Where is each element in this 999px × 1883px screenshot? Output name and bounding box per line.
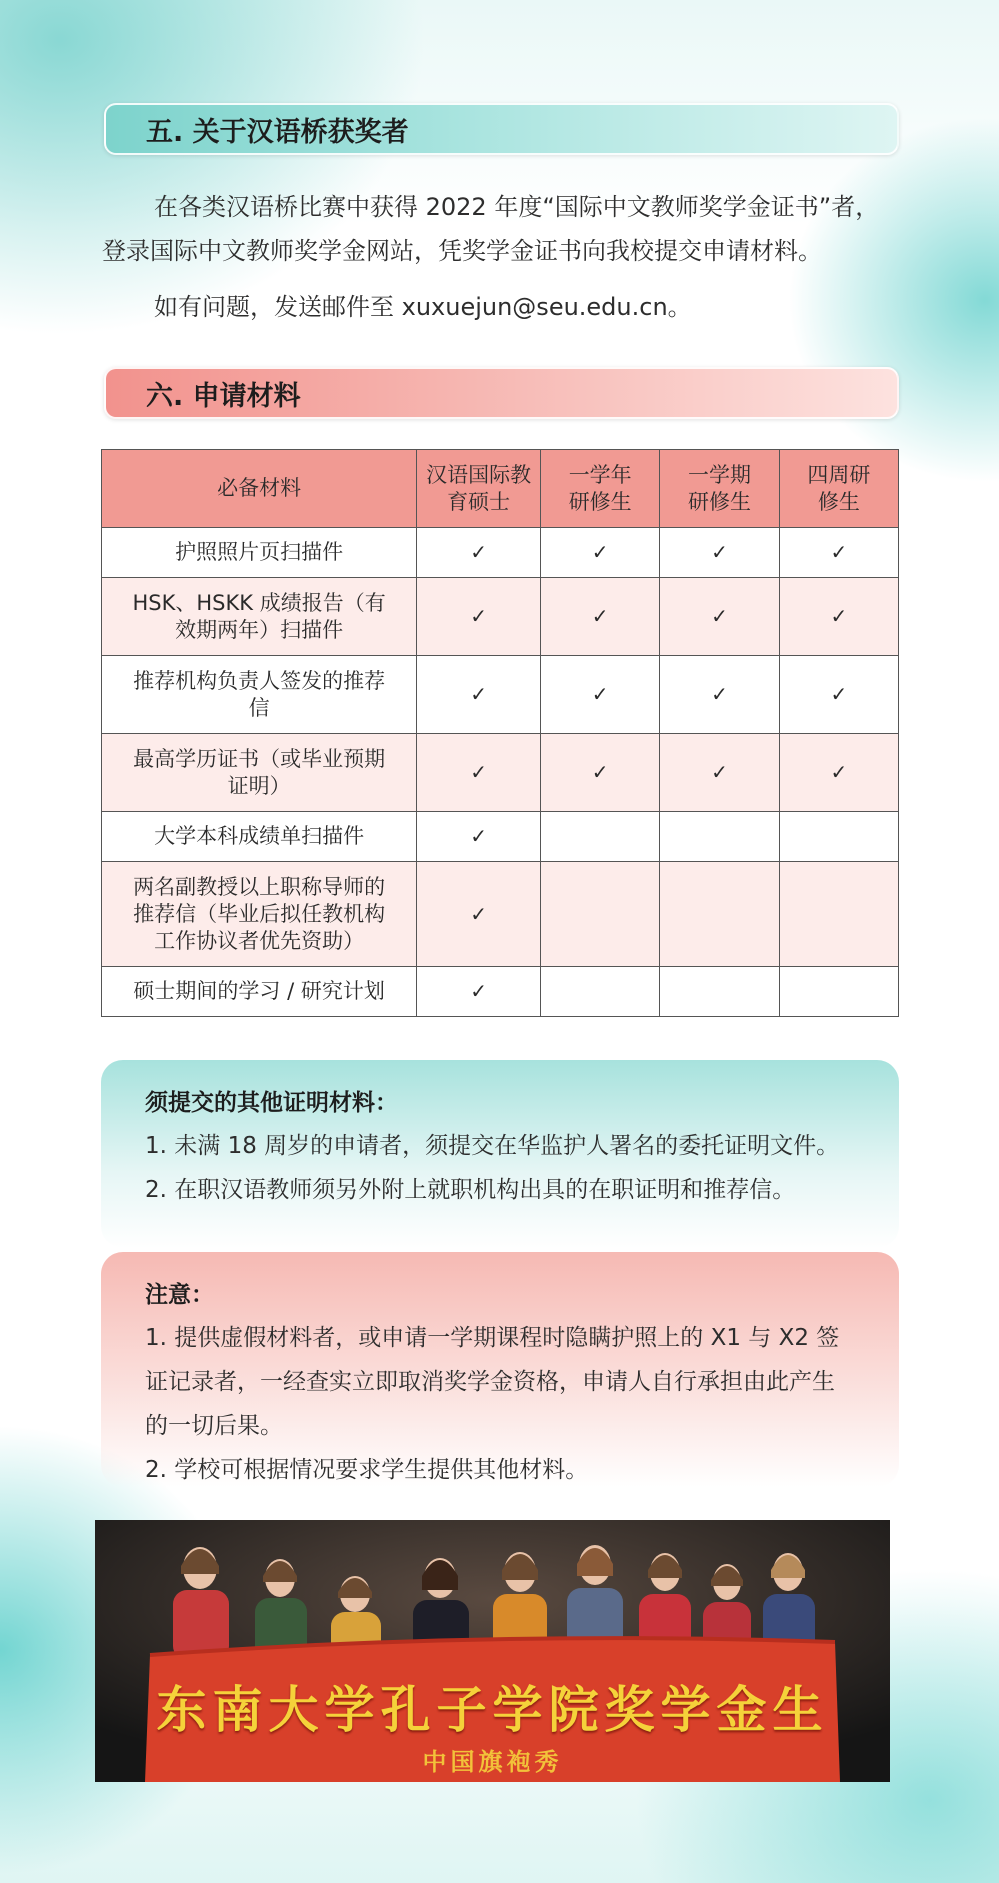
check-icon: ✓ xyxy=(470,540,487,564)
check-icon: ✓ xyxy=(470,824,487,848)
notice-item-2: 2. 学校可根据情况要求学生提供其他材料。 xyxy=(145,1457,589,1483)
other-materials-box xyxy=(101,1060,899,1248)
check-cell xyxy=(660,528,779,578)
check-cell xyxy=(660,812,779,862)
check-cell xyxy=(541,734,660,812)
table-row xyxy=(102,528,899,578)
check-icon: ✓ xyxy=(830,682,848,706)
check-icon: ✓ xyxy=(711,760,728,784)
check-cell xyxy=(779,862,898,967)
table-row xyxy=(102,734,899,812)
check-cell xyxy=(779,967,898,1017)
check-cell xyxy=(541,578,660,656)
section-5-header xyxy=(104,103,899,155)
check-cell xyxy=(541,862,660,967)
header-master-program-label: 汉语国际教育硕士 xyxy=(426,462,532,514)
check-icon: ✓ xyxy=(470,979,487,1003)
banner-text: 东南大学孔子学院奖学金生 xyxy=(156,1680,829,1739)
scholarship-students-photo xyxy=(95,1520,890,1782)
check-cell xyxy=(541,656,660,734)
check-icon: ✓ xyxy=(830,540,848,564)
check-cell xyxy=(660,862,779,967)
other-materials-item-1: 1. 未满 18 周岁的申请者，须提交在华监护人署名的委托证明文件。 xyxy=(145,1133,840,1159)
check-icon: ✓ xyxy=(591,604,609,628)
check-icon: ✓ xyxy=(830,760,848,784)
check-icon: ✓ xyxy=(711,540,728,564)
check-cell xyxy=(417,656,541,734)
check-cell xyxy=(417,967,541,1017)
check-icon: ✓ xyxy=(830,604,848,628)
header-four-week xyxy=(779,450,898,528)
check-cell xyxy=(417,862,541,967)
check-cell xyxy=(779,528,898,578)
check-icon: ✓ xyxy=(711,604,728,628)
material-label: 硕士期间的学习 / 研究计划 xyxy=(102,967,417,1017)
notice-title: 注意： xyxy=(145,1282,214,1308)
required-materials-table xyxy=(101,449,899,1017)
notice-box xyxy=(101,1252,899,1487)
banner-subtext: 中国旗袍秀 xyxy=(422,1747,563,1776)
check-cell xyxy=(417,812,541,862)
check-cell xyxy=(417,528,541,578)
check-cell xyxy=(779,812,898,862)
other-materials-title: 须提交的其他证明材料： xyxy=(145,1090,398,1116)
check-icon: ✓ xyxy=(470,682,487,706)
table-row xyxy=(102,656,899,734)
header-one-year xyxy=(541,450,660,528)
check-icon: ✓ xyxy=(470,604,487,628)
header-one-year-label: 一学年研修生 xyxy=(568,462,632,514)
notice-item-1: 1. 提供虚假材料者，或申请一学期课程时隐瞒护照上的 X1 与 X2 签证记录者，一经查实立即取消奖学金资格，申请人自行承担由此产生的一切后果。 xyxy=(145,1325,840,1439)
section-5-paragraph-2: 如有问题，发送邮件至 xuxuejun@seu.edu.cn。 xyxy=(154,293,692,321)
table-row xyxy=(102,812,899,862)
table-header-row xyxy=(102,450,899,528)
material-label: 两名副教授以上职称导师的推荐信（毕业后拟任教机构工作协议者优先资助） xyxy=(102,862,417,967)
table-row xyxy=(102,967,899,1017)
table-row xyxy=(102,862,899,967)
check-cell xyxy=(660,734,779,812)
check-cell xyxy=(541,528,660,578)
check-cell xyxy=(417,578,541,656)
material-label: 最高学历证书（或毕业预期证明） xyxy=(102,734,417,812)
check-cell xyxy=(417,734,541,812)
check-cell xyxy=(779,734,898,812)
header-one-semester xyxy=(660,450,779,528)
check-icon: ✓ xyxy=(470,760,487,784)
table-row xyxy=(102,578,899,656)
check-icon: ✓ xyxy=(711,682,728,706)
material-label: HSK、HSKK 成绩报告（有效期两年）扫描件 xyxy=(102,578,417,656)
check-cell xyxy=(660,656,779,734)
check-icon: ✓ xyxy=(470,901,487,926)
check-cell xyxy=(660,578,779,656)
check-icon: ✓ xyxy=(591,682,609,706)
material-label: 推荐机构负责人签发的推荐信 xyxy=(102,656,417,734)
check-cell xyxy=(779,656,898,734)
material-label: 护照照片页扫描件 xyxy=(102,528,417,578)
header-required-materials: 必备材料 xyxy=(102,450,417,528)
check-icon: ✓ xyxy=(591,540,609,564)
check-cell xyxy=(541,812,660,862)
material-label: 大学本科成绩单扫描件 xyxy=(102,812,417,862)
check-cell xyxy=(541,967,660,1017)
section-5-paragraph-1: 在各类汉语桥比赛中获得 2022 年度“国际中文教师奖学金证书”者，登录国际中文教师奖学金网站，凭奖学金证书向我校提交申请材料。 xyxy=(102,193,880,265)
section-6-header xyxy=(104,367,899,419)
check-cell xyxy=(660,967,779,1017)
header-one-semester-label: 一学期研修生 xyxy=(688,462,751,514)
check-icon: ✓ xyxy=(591,760,609,784)
header-master-program xyxy=(417,450,541,528)
header-four-week-label: 四周研修生 xyxy=(807,462,871,514)
section-5-title: 五. 关于汉语桥获奖者 xyxy=(146,116,409,148)
section-6-title: 六. 申请材料 xyxy=(146,380,301,412)
check-cell xyxy=(779,578,898,656)
other-materials-item-2: 2. 在职汉语教师须另外附上就职机构出具的在职证明和推荐信。 xyxy=(145,1177,796,1203)
